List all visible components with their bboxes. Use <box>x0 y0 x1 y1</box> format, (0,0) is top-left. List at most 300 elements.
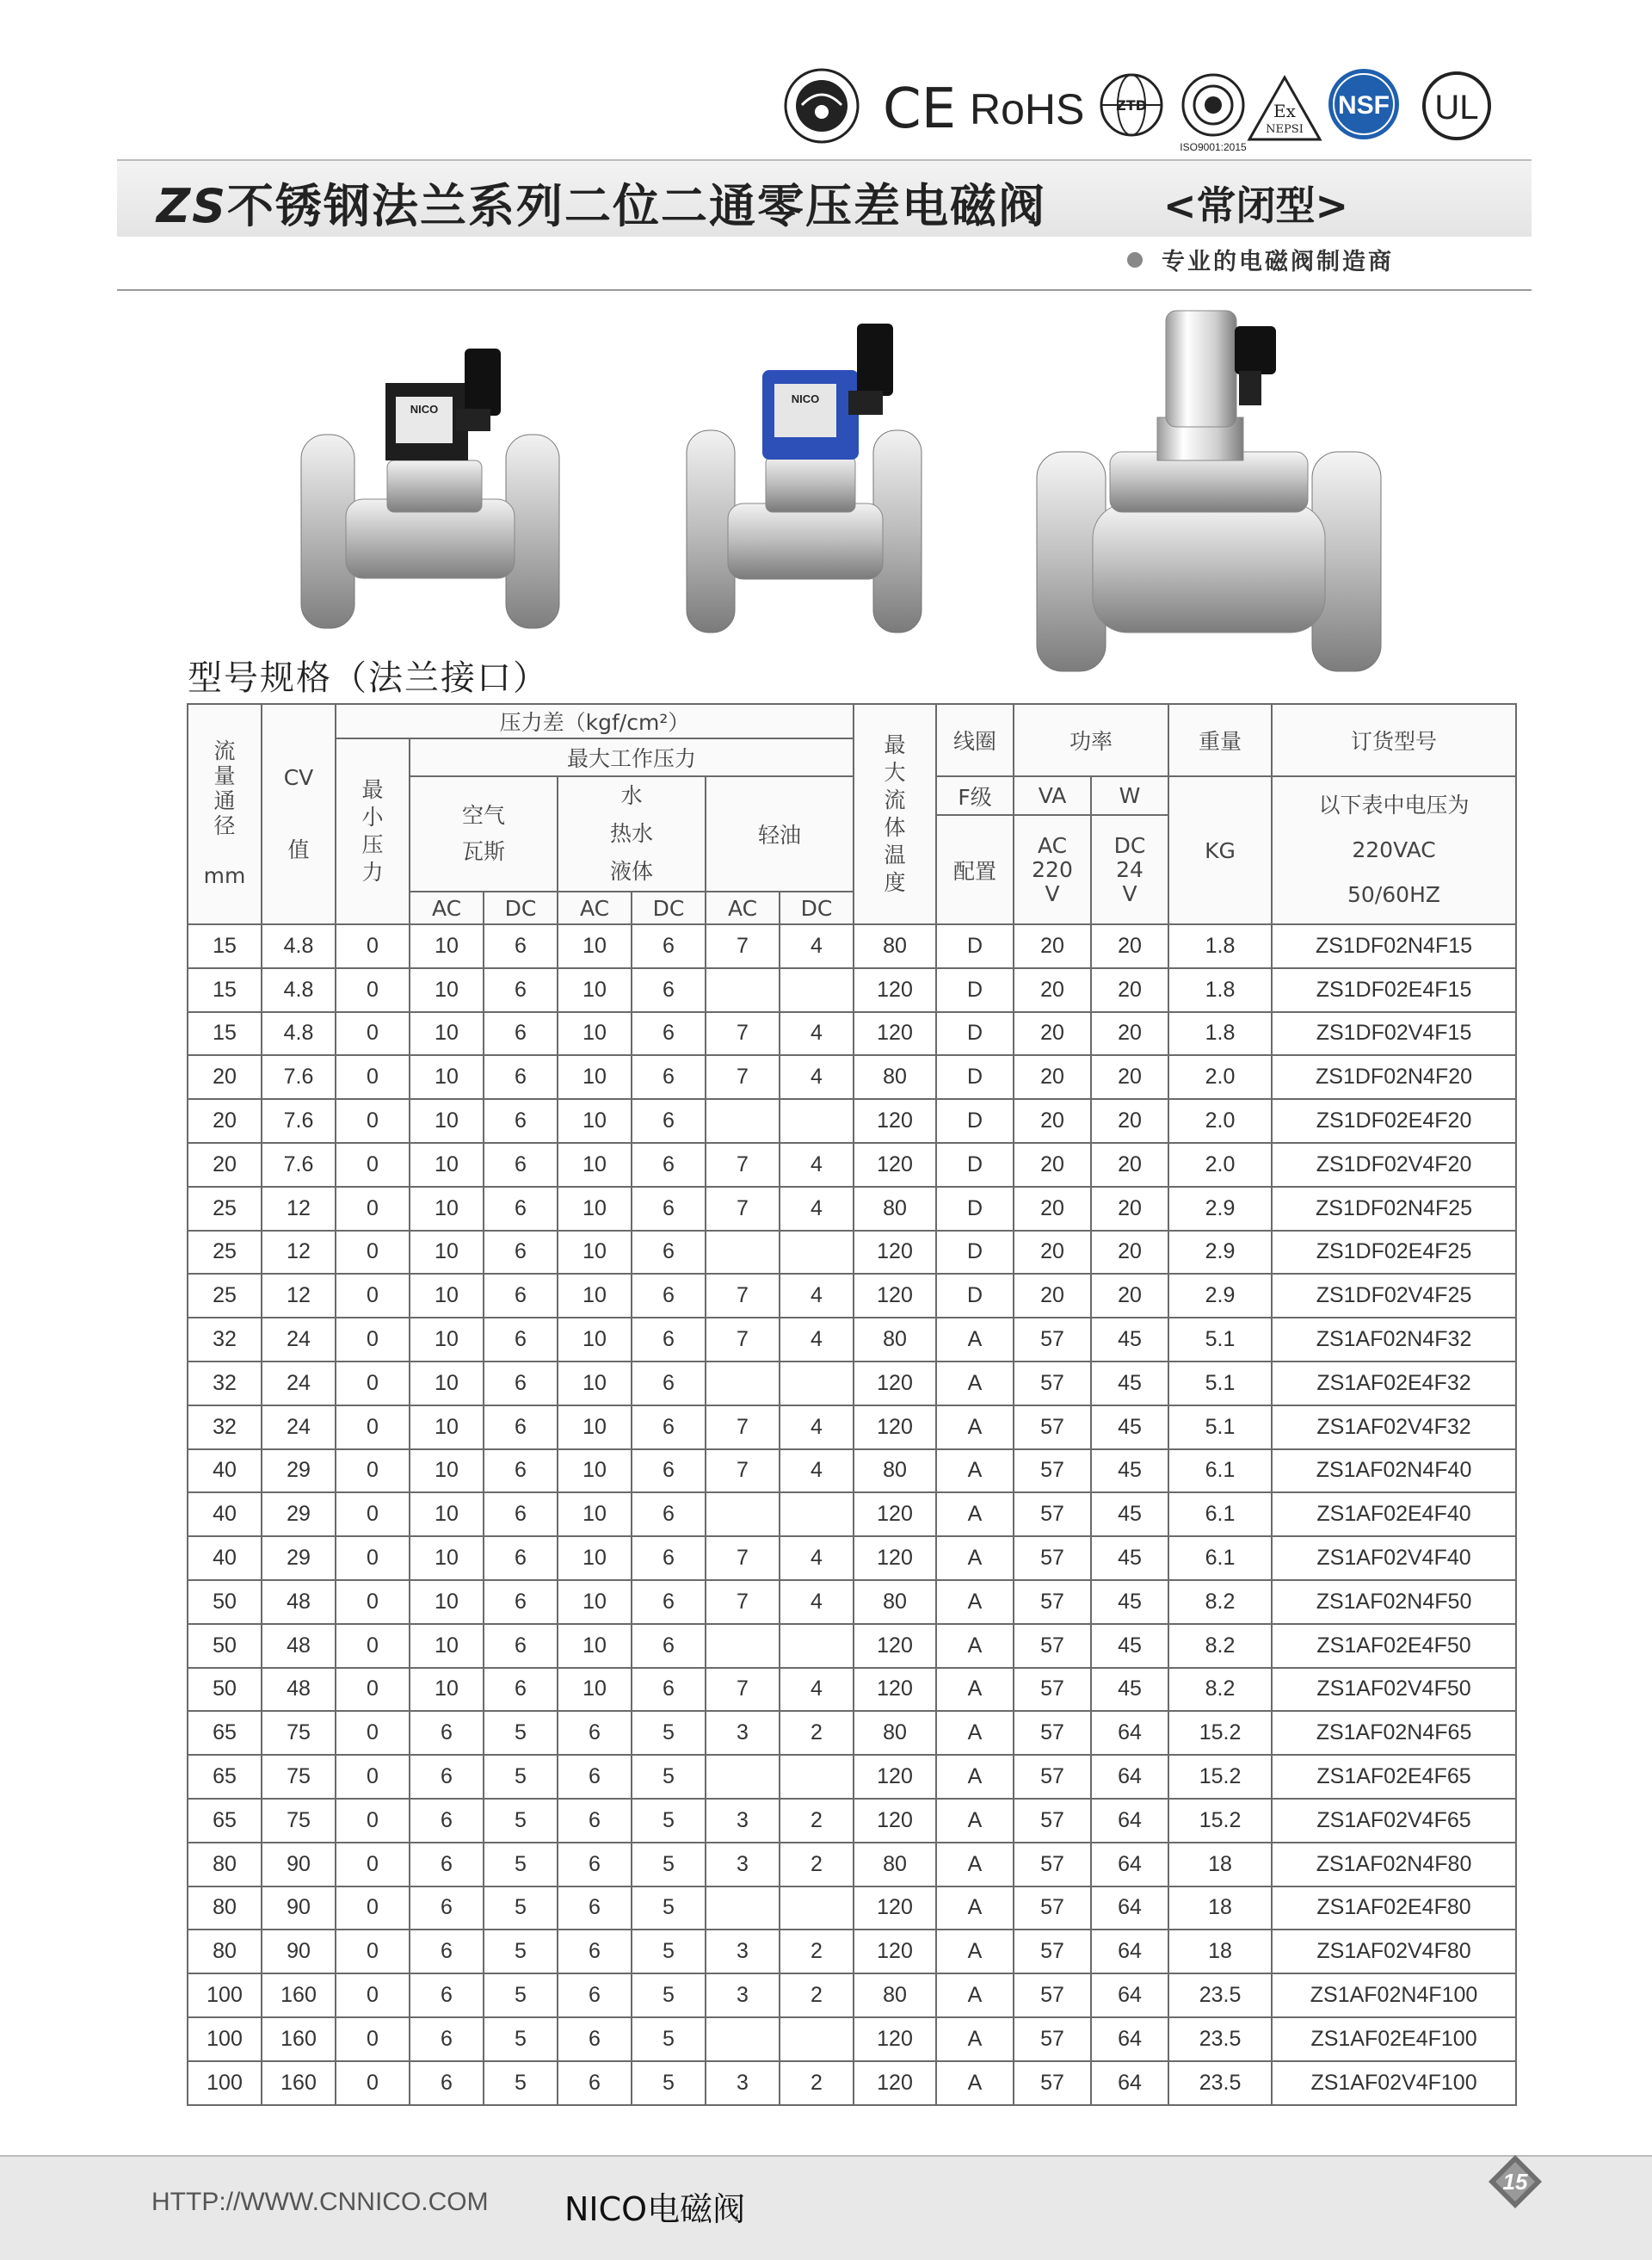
col-header-min-pressure: 最小压力 <box>336 738 410 924</box>
cell-min-pressure: 0 <box>336 1668 410 1712</box>
bore-label: 流量通径 <box>213 738 236 838</box>
cell-water-dc: 6 <box>632 1055 706 1099</box>
table-row <box>188 2017 1516 2061</box>
cell-oil-dc <box>780 1231 854 1275</box>
cell-min-pressure: 0 <box>336 924 410 968</box>
cell-power-va: 57 <box>1014 1624 1091 1668</box>
cell-max-temp: 120 <box>854 1492 936 1536</box>
svg-text:NEPSI: NEPSI <box>1266 123 1304 136</box>
cell-power-va: 57 <box>1014 1668 1091 1712</box>
cell-water-ac: 10 <box>558 1274 632 1318</box>
cell-water-ac: 10 <box>558 1231 632 1275</box>
table-row <box>188 1755 1516 1799</box>
cell-oil-ac: 3 <box>706 1930 780 1973</box>
cell-water-dc: 6 <box>632 1624 706 1668</box>
cell-weight: 8.2 <box>1168 1580 1272 1624</box>
cell-min-pressure: 0 <box>336 1405 410 1449</box>
cell-air-dc: 6 <box>484 1274 558 1318</box>
cell-min-pressure: 0 <box>336 1012 410 1056</box>
cell-max-temp: 120 <box>854 1536 936 1580</box>
cell-air-dc: 5 <box>484 1930 558 1973</box>
cell-oil-dc: 2 <box>780 1843 854 1886</box>
cell-oil-ac: 7 <box>706 1055 780 1099</box>
cell-bore: 15 <box>188 1012 262 1056</box>
cell-power-w: 20 <box>1091 1055 1168 1099</box>
col-header-air-gas: 空气 瓦斯 <box>410 776 558 892</box>
cell-power-w: 20 <box>1091 1143 1168 1187</box>
cell-cv: 24 <box>262 1405 336 1449</box>
cell-min-pressure: 0 <box>336 1536 410 1580</box>
cell-power-w: 45 <box>1091 1362 1168 1405</box>
table-row <box>188 1668 1516 1712</box>
col-header-pressure-diff: 压力差（kgf/cm²） <box>336 704 854 738</box>
cell-min-pressure: 0 <box>336 1799 410 1843</box>
cell-max-temp: 80 <box>854 1843 936 1886</box>
cell-order-number: ZS1AF02N4F50 <box>1272 1580 1516 1624</box>
cell-oil-ac <box>706 968 780 1012</box>
cell-oil-dc <box>780 968 854 1012</box>
ul-mark-icon <box>1420 69 1494 143</box>
cell-cv: 4.8 <box>262 924 336 968</box>
cell-air-ac: 10 <box>410 1536 484 1580</box>
table-row <box>188 1886 1516 1930</box>
footer-url[interactable]: HTTP://WWW.CNNICO.COM <box>151 2188 489 2216</box>
cell-bore: 25 <box>188 1274 262 1318</box>
cell-weight: 5.1 <box>1168 1362 1272 1405</box>
cell-max-temp: 80 <box>854 1580 936 1624</box>
cell-power-va: 20 <box>1014 1099 1091 1143</box>
table-row <box>188 1843 1516 1886</box>
cell-bore: 20 <box>188 1055 262 1099</box>
cell-max-temp: 120 <box>854 1362 936 1405</box>
cell-oil-dc: 4 <box>780 1187 854 1231</box>
cell-max-temp: 120 <box>854 1405 936 1449</box>
cell-oil-dc: 4 <box>780 1449 854 1493</box>
cell-water-dc: 6 <box>632 1449 706 1493</box>
col-header-weight: 重量 <box>1168 704 1272 776</box>
cell-coil-config: D <box>936 1231 1014 1275</box>
ce-mark-icon <box>879 77 974 138</box>
cell-power-va: 57 <box>1014 1886 1091 1930</box>
cell-max-temp: 120 <box>854 1930 936 1973</box>
cell-cv: 29 <box>262 1492 336 1536</box>
cell-water-dc: 6 <box>632 924 706 968</box>
cell-coil-config: D <box>936 1012 1014 1056</box>
cell-coil-config: A <box>936 1624 1014 1668</box>
cell-cv: 75 <box>262 1711 336 1755</box>
cell-min-pressure: 0 <box>336 1492 410 1536</box>
cell-water-ac: 6 <box>558 1799 632 1843</box>
col-header-max-working: 最大工作压力 <box>410 738 854 776</box>
cell-max-temp: 120 <box>854 1624 936 1668</box>
cell-power-va: 57 <box>1014 1755 1091 1799</box>
cell-cv: 90 <box>262 1930 336 1973</box>
svg-text:Ex: Ex <box>1273 101 1296 121</box>
cell-order-number: ZS1DF02E4F20 <box>1272 1099 1516 1143</box>
cell-coil-config: A <box>936 2061 1014 2105</box>
cell-bore: 65 <box>188 1799 262 1843</box>
cell-water-dc: 6 <box>632 1536 706 1580</box>
cell-air-dc: 5 <box>484 1799 558 1843</box>
table-row <box>188 2061 1516 2105</box>
bullet-dot-icon <box>1127 252 1143 268</box>
cell-power-w: 64 <box>1091 1886 1168 1930</box>
cell-air-dc: 6 <box>484 1143 558 1187</box>
cell-cv: 75 <box>262 1755 336 1799</box>
cell-min-pressure: 0 <box>336 1231 410 1275</box>
cell-oil-ac: 7 <box>706 1187 780 1231</box>
cell-max-temp: 80 <box>854 924 936 968</box>
cell-bore: 65 <box>188 1755 262 1799</box>
cell-bore: 50 <box>188 1580 262 1624</box>
cell-water-ac: 6 <box>558 1755 632 1799</box>
cell-water-ac: 10 <box>558 1536 632 1580</box>
cell-weight: 1.8 <box>1168 924 1272 968</box>
col-header-bore <box>188 704 262 924</box>
cell-air-dc: 5 <box>484 2061 558 2105</box>
cell-coil-config: D <box>936 1099 1014 1143</box>
svg-text:NICO: NICO <box>791 392 820 405</box>
nsf-mark-icon <box>1327 67 1401 141</box>
cell-air-dc: 6 <box>484 1624 558 1668</box>
svg-text:NICO: NICO <box>410 403 439 416</box>
cell-order-number: ZS1AF02E4F100 <box>1272 2017 1516 2061</box>
cell-order-number: ZS1AF02V4F32 <box>1272 1405 1516 1449</box>
cell-air-ac: 10 <box>410 1231 484 1275</box>
cell-bore: 32 <box>188 1405 262 1449</box>
cell-order-number: ZS1AF02N4F65 <box>1272 1711 1516 1755</box>
cell-bore: 65 <box>188 1711 262 1755</box>
col-header-water: 水 热水 液体 <box>558 776 706 892</box>
cell-max-temp: 80 <box>854 1187 936 1231</box>
table-row <box>188 1274 1516 1318</box>
page-number-badge <box>1485 2152 1545 2212</box>
cell-weight: 18 <box>1168 1843 1272 1886</box>
cell-cv: 7.6 <box>262 1099 336 1143</box>
cell-power-va: 20 <box>1014 1274 1091 1318</box>
cell-order-number: ZS1AF02E4F32 <box>1272 1362 1516 1405</box>
cell-power-va: 20 <box>1014 924 1091 968</box>
bore-unit: mm <box>203 863 246 888</box>
cell-coil-config: A <box>936 1711 1014 1755</box>
cell-power-w: 20 <box>1091 1274 1168 1318</box>
cell-water-dc: 5 <box>632 1755 706 1799</box>
cell-min-pressure: 0 <box>336 1187 410 1231</box>
cell-oil-ac: 7 <box>706 1449 780 1493</box>
cell-air-ac: 6 <box>410 1755 484 1799</box>
cell-water-dc: 5 <box>632 2061 706 2105</box>
cell-min-pressure: 0 <box>336 1362 410 1405</box>
cell-min-pressure: 0 <box>336 1274 410 1318</box>
cell-water-dc: 5 <box>632 1799 706 1843</box>
col-header-oil-ac: AC <box>706 892 780 924</box>
cell-air-dc: 5 <box>484 1843 558 1886</box>
cell-weight: 6.1 <box>1168 1536 1272 1580</box>
table-row <box>188 1405 1516 1449</box>
table-row <box>188 1055 1516 1099</box>
cell-bore: 40 <box>188 1536 262 1580</box>
col-header-f-grade: F级 <box>936 776 1014 815</box>
cell-cv: 12 <box>262 1274 336 1318</box>
cell-oil-ac: 3 <box>706 1973 780 2017</box>
cell-oil-dc <box>780 1099 854 1143</box>
cell-bore: 20 <box>188 1099 262 1143</box>
cell-power-w: 45 <box>1091 1580 1168 1624</box>
cell-air-ac: 10 <box>410 1449 484 1493</box>
cell-power-va: 20 <box>1014 1187 1091 1231</box>
title-prefix: ZS <box>157 179 228 233</box>
cell-weight: 2.0 <box>1168 1055 1272 1099</box>
col-header-oil-dc: DC <box>780 892 854 924</box>
cell-max-temp: 80 <box>854 1711 936 1755</box>
cell-air-dc: 6 <box>484 924 558 968</box>
cell-air-ac: 10 <box>410 1099 484 1143</box>
cell-weight: 2.9 <box>1168 1274 1272 1318</box>
cell-coil-config: D <box>936 1187 1014 1231</box>
cell-water-ac: 6 <box>558 2017 632 2061</box>
cell-water-ac: 6 <box>558 1843 632 1886</box>
cell-water-dc: 6 <box>632 968 706 1012</box>
cell-max-temp: 80 <box>854 1973 936 2017</box>
cell-oil-ac <box>706 1362 780 1405</box>
cell-air-dc: 6 <box>484 1449 558 1493</box>
cell-power-w: 45 <box>1091 1668 1168 1712</box>
cell-min-pressure: 0 <box>336 1930 410 1973</box>
cell-bore: 80 <box>188 1930 262 1973</box>
cell-coil-config: A <box>936 1536 1014 1580</box>
cell-order-number: ZS1AF02E4F80 <box>1272 1886 1516 1930</box>
cell-bore: 80 <box>188 1843 262 1886</box>
cell-oil-ac <box>706 1231 780 1275</box>
cell-power-va: 20 <box>1014 968 1091 1012</box>
cell-water-ac: 10 <box>558 1668 632 1712</box>
table-row <box>188 1624 1516 1668</box>
cell-air-ac: 10 <box>410 1055 484 1099</box>
cell-oil-ac <box>706 1886 780 1930</box>
cell-water-dc: 5 <box>632 1886 706 1930</box>
cell-order-number: ZS1AF02E4F40 <box>1272 1492 1516 1536</box>
col-header-max-temp: 最大流体温度 <box>854 704 936 924</box>
spec-table-body <box>188 924 1516 2105</box>
cell-coil-config: A <box>936 1799 1014 1843</box>
cell-oil-dc <box>780 1755 854 1799</box>
cell-order-number: ZS1AF02N4F80 <box>1272 1843 1516 1886</box>
cell-water-dc: 5 <box>632 1843 706 1886</box>
cell-water-dc: 6 <box>632 1099 706 1143</box>
cell-coil-config: D <box>936 1143 1014 1187</box>
col-header-air-dc: DC <box>484 892 558 924</box>
cell-water-ac: 10 <box>558 1624 632 1668</box>
cell-coil-config: A <box>936 1449 1014 1493</box>
table-row <box>188 1099 1516 1143</box>
cell-water-dc: 6 <box>632 1274 706 1318</box>
cell-order-number: ZS1DF02E4F25 <box>1272 1231 1516 1275</box>
cell-order-number: ZS1DF02N4F15 <box>1272 924 1516 968</box>
cell-coil-config: D <box>936 1274 1014 1318</box>
cell-order-number: ZS1DF02V4F15 <box>1272 1012 1516 1056</box>
cell-weight: 23.5 <box>1168 1973 1272 2017</box>
table-row <box>188 1362 1516 1405</box>
cell-water-ac: 6 <box>558 1711 632 1755</box>
cell-max-temp: 120 <box>854 1799 936 1843</box>
cell-weight: 23.5 <box>1168 2017 1272 2061</box>
cell-cv: 4.8 <box>262 1012 336 1056</box>
cell-power-w: 64 <box>1091 1711 1168 1755</box>
cell-cv: 75 <box>262 1799 336 1843</box>
table-row <box>188 1012 1516 1056</box>
cell-weight: 2.0 <box>1168 1099 1272 1143</box>
cell-weight: 5.1 <box>1168 1405 1272 1449</box>
table-row <box>188 1580 1516 1624</box>
cell-power-w: 45 <box>1091 1449 1168 1493</box>
col-header-power: 功率 <box>1014 704 1168 776</box>
cell-order-number: ZS1DF02N4F25 <box>1272 1187 1516 1231</box>
cell-oil-ac: 7 <box>706 1536 780 1580</box>
svg-text:ZTD: ZTD <box>1116 97 1147 114</box>
col-header-air-ac: AC <box>410 892 484 924</box>
table-row <box>188 924 1516 968</box>
cell-coil-config: A <box>936 1318 1014 1362</box>
cell-bore: 40 <box>188 1492 262 1536</box>
cell-order-number: ZS1AF02E4F50 <box>1272 1624 1516 1668</box>
cell-air-dc: 6 <box>484 1580 558 1624</box>
cell-power-va: 57 <box>1014 1536 1091 1580</box>
cell-air-ac: 10 <box>410 1274 484 1318</box>
cell-water-dc: 6 <box>632 1668 706 1712</box>
cell-min-pressure: 0 <box>336 968 410 1012</box>
cell-oil-ac <box>706 1099 780 1143</box>
cell-air-dc: 5 <box>484 1711 558 1755</box>
cell-air-dc: 5 <box>484 2017 558 2061</box>
cell-water-dc: 6 <box>632 1231 706 1275</box>
cell-order-number: ZS1AF02N4F40 <box>1272 1449 1516 1493</box>
cell-power-va: 57 <box>1014 1318 1091 1362</box>
table-row <box>188 1536 1516 1580</box>
cell-power-va: 57 <box>1014 1711 1091 1755</box>
cell-power-w: 64 <box>1091 1755 1168 1799</box>
col-header-order: 订货型号 <box>1272 704 1516 776</box>
cell-bore: 40 <box>188 1449 262 1493</box>
cell-air-dc: 6 <box>484 1055 558 1099</box>
cell-power-va: 57 <box>1014 2017 1091 2061</box>
cell-air-ac: 10 <box>410 1318 484 1362</box>
col-header-coil: 线圈 <box>936 704 1014 776</box>
cell-power-w: 64 <box>1091 2061 1168 2105</box>
cell-cv: 12 <box>262 1187 336 1231</box>
cell-order-number: ZS1AF02V4F65 <box>1272 1799 1516 1843</box>
cell-power-w: 64 <box>1091 1843 1168 1886</box>
cell-power-w: 20 <box>1091 1187 1168 1231</box>
cell-max-temp: 120 <box>854 1099 936 1143</box>
table-row <box>188 1930 1516 1973</box>
cell-air-ac: 10 <box>410 1143 484 1187</box>
cell-air-dc: 6 <box>484 1492 558 1536</box>
cell-oil-ac: 7 <box>706 924 780 968</box>
cell-cv: 48 <box>262 1668 336 1712</box>
cell-water-dc: 6 <box>632 1187 706 1231</box>
cell-max-temp: 80 <box>854 1318 936 1362</box>
cell-oil-dc: 2 <box>780 1711 854 1755</box>
cell-oil-ac <box>706 2017 780 2061</box>
cell-power-va: 20 <box>1014 1012 1091 1056</box>
cell-water-ac: 10 <box>558 1143 632 1187</box>
cell-water-dc: 6 <box>632 1405 706 1449</box>
cell-coil-config: A <box>936 1973 1014 2017</box>
col-header-light-oil: 轻油 <box>706 776 854 892</box>
cell-coil-config: A <box>936 1405 1014 1449</box>
cell-air-dc: 6 <box>484 1362 558 1405</box>
cell-water-ac: 10 <box>558 1318 632 1362</box>
cell-oil-ac: 7 <box>706 1012 780 1056</box>
cell-coil-config: A <box>936 1930 1014 1973</box>
svg-text:ISO9001:2015: ISO9001:2015 <box>1180 141 1247 153</box>
cell-air-dc: 6 <box>484 1405 558 1449</box>
cell-oil-dc: 4 <box>780 1580 854 1624</box>
cell-cv: 160 <box>262 2061 336 2105</box>
cell-oil-ac: 7 <box>706 1143 780 1187</box>
cell-air-ac: 10 <box>410 1492 484 1536</box>
title-tag: <常闭型> <box>1163 182 1349 229</box>
cell-power-w: 64 <box>1091 1799 1168 1843</box>
cell-min-pressure: 0 <box>336 1886 410 1930</box>
cell-oil-ac: 7 <box>706 1274 780 1318</box>
cell-min-pressure: 0 <box>336 2061 410 2105</box>
cell-power-w: 20 <box>1091 924 1168 968</box>
cell-oil-dc: 4 <box>780 1274 854 1318</box>
cell-bore: 50 <box>188 1668 262 1712</box>
col-header-w: W <box>1091 776 1168 815</box>
cell-air-ac: 6 <box>410 1711 484 1755</box>
cell-order-number: ZS1DF02N4F20 <box>1272 1055 1516 1099</box>
cell-oil-dc <box>780 1362 854 1405</box>
cell-min-pressure: 0 <box>336 1624 410 1668</box>
cell-bore: 25 <box>188 1231 262 1275</box>
cell-max-temp: 120 <box>854 1886 936 1930</box>
cell-power-w: 64 <box>1091 1930 1168 1973</box>
col-header-cv: CV值 <box>262 704 336 924</box>
cell-water-ac: 6 <box>558 1930 632 1973</box>
cell-water-ac: 10 <box>558 1449 632 1493</box>
cell-order-number: ZS1AF02N4F32 <box>1272 1318 1516 1362</box>
cell-power-w: 45 <box>1091 1624 1168 1668</box>
table-row <box>188 1187 1516 1231</box>
table-row <box>188 968 1516 1012</box>
cell-bore: 100 <box>188 1973 262 2017</box>
cell-oil-ac: 7 <box>706 1668 780 1712</box>
cell-order-number: ZS1AF02E4F65 <box>1272 1755 1516 1799</box>
cell-cv: 12 <box>262 1231 336 1275</box>
cell-bore: 80 <box>188 1886 262 1930</box>
cell-power-va: 57 <box>1014 1843 1091 1886</box>
title-band <box>117 159 1532 237</box>
cell-water-ac: 10 <box>558 1012 632 1056</box>
cell-air-dc: 6 <box>484 1668 558 1712</box>
cell-order-number: ZS1AF02V4F50 <box>1272 1668 1516 1712</box>
cell-weight: 18 <box>1168 1930 1272 1973</box>
table-row <box>188 1799 1516 1843</box>
col-header-kg: KG <box>1168 776 1272 924</box>
col-header-water-dc: DC <box>632 892 706 924</box>
cell-cv: 48 <box>262 1624 336 1668</box>
cell-bore: 15 <box>188 968 262 1012</box>
cell-coil-config: A <box>936 1755 1014 1799</box>
table-row <box>188 1318 1516 1362</box>
cell-oil-dc: 2 <box>780 1973 854 2017</box>
col-header-water-ac: AC <box>558 892 632 924</box>
cell-power-w: 20 <box>1091 968 1168 1012</box>
certification-logos <box>783 67 1506 153</box>
cell-weight: 15.2 <box>1168 1755 1272 1799</box>
